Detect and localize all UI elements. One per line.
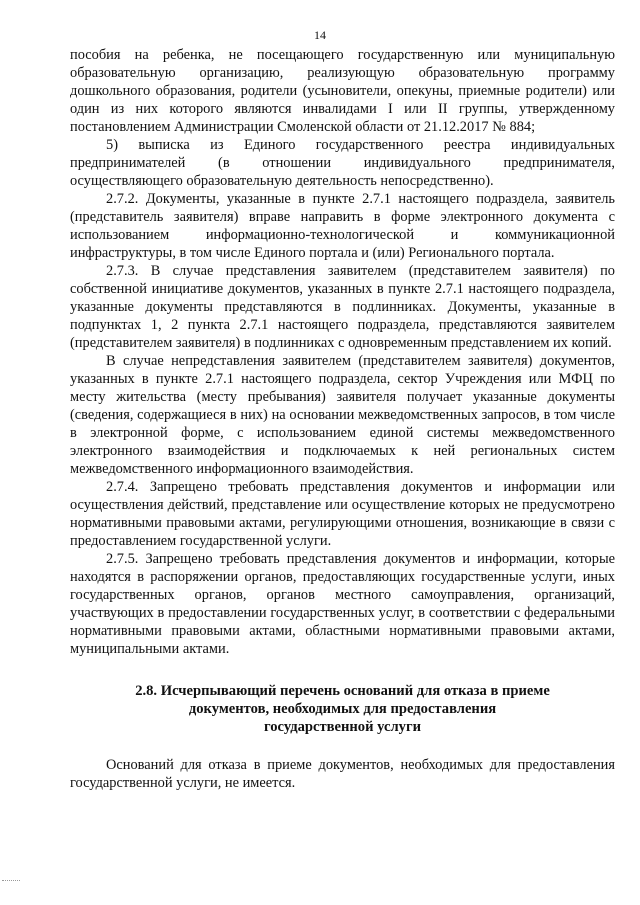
heading-line-3: государственной услуги [263, 719, 422, 735]
page-number: 14 [314, 28, 326, 42]
paragraph-2-7-3: 2.7.3. В случае представления заявителем (представителем заявителя) по собственной инициативе документов, указанных в пункте 2.7.1 настоящего подраздела, указанные документы представляются в подлинниках. Документы, указанные в подпунктах 1, 2 пункта 2.7.1 настоящего подраздела, представляются заявителем (представителем заявителя) в подлинниках с одновременным представлением их копий. [70, 263, 615, 351]
paragraph-item-5: 5) выписка из Единого государственного реестра индивидуальных предпринимателей (в отношении индивидуального предпринимателя, осуществляющего образовательную деятельность непосредственно). [70, 137, 615, 189]
paragraph-2-7-5: 2.7.5. Запрещено требовать представления документов и информации, которые находятся в распоряжении органов, предоставляющих государственные услуги, иных государственных органов, органов местного самоуправления, организаций, участвующих в предоставлении государственных услуг, в соответствии с федеральными нормативными правовыми актами, областными нормативными правовыми актами, муниципальными актами. [70, 551, 615, 657]
paragraph-2-7-4: 2.7.4. Запрещено требовать представления документов и информации или осуществления действий, представление или осуществление которых не предусмотрено нормативными правовыми актами, регулирующими отношения, возникающие в связи с предоставлением государственной услуги. [70, 479, 615, 549]
paragraph-continuation: пособия на ребенка, не посещающего государственную или муниципальную образовательную организацию, реализующую образовательную программу дошкольного образования, родители (усыновители, опекуны, приемные родители) или один из них которого являются инвалидами I или II группы, утвержденному постановлением Администрации Смоленской области от 21.12.2017 № 884; [70, 47, 615, 135]
paragraph-no-grounds: Оснований для отказа в приеме документов, необходимых для предоставления государственной услуги, не имеется. [70, 757, 615, 791]
paragraph-2-7-2: 2.7.2. Документы, указанные в пункте 2.7.1 настоящего подраздела, заявитель (представитель заявителя) вправе направить в форме электронного документа с использованием информационно-технологической и коммуникационной инфраструктуры, в том числе Единого портала и (или) Регионального портала. [70, 191, 615, 261]
heading-line-1: 2.8. Исчерпывающий перечень оснований для отказа в приеме [135, 683, 550, 699]
section-heading-2-8 [70, 682, 615, 736]
margin-mark [2, 880, 20, 881]
paragraph-non-submission: В случае непредставления заявителем (представителем заявителя) документов, указанных в пункте 2.7.1 настоящего подраздела, сектор Учреждения или МФЦ по месту жительства (месту пребывания) заявителя получает указанные документы (сведения, содержащиеся в них) на основании межведомственных запросов, в том числе в электронной форме, с использованием единой системы межведомственного электронного взаимодействия и подключаемых к ней региональных систем межведомственного информационного взаимодействия. [70, 353, 615, 477]
document-body [70, 46, 615, 792]
heading-line-2: документов, необходимых для предоставления [188, 701, 497, 717]
